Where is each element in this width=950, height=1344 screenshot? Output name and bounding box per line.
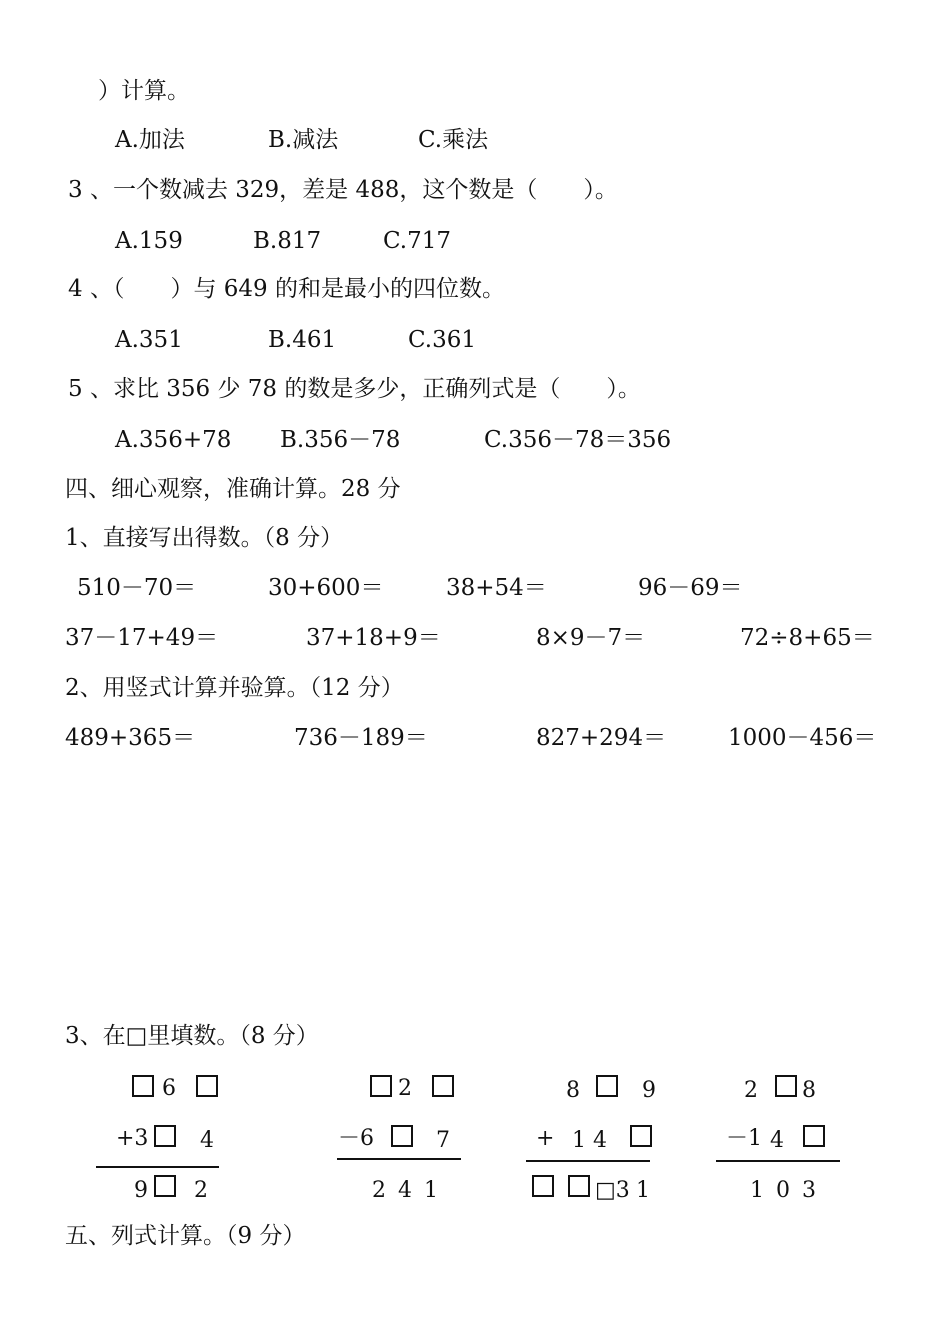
calc-item: 72÷8+65＝ xyxy=(740,625,875,651)
blank-box[interactable] xyxy=(370,1075,392,1097)
q4-option-c: C.361 xyxy=(408,327,476,353)
calc-item: 30+600＝ xyxy=(268,575,384,601)
q5-option-a: A.356+78 xyxy=(115,427,232,453)
q2-stem-tail: ）计算。 xyxy=(98,78,190,104)
blank-box[interactable] xyxy=(532,1175,554,1197)
blank-box[interactable] xyxy=(596,1075,618,1097)
blank-box[interactable] xyxy=(432,1075,454,1097)
vertical-calc-item: 827+294＝ xyxy=(536,725,667,751)
q5-option-c: C.356－78＝356 xyxy=(484,427,672,453)
digit: 9 xyxy=(134,1178,148,1203)
section5-title: 五、列式计算。（9 分） xyxy=(65,1223,306,1249)
digit: 7 xyxy=(436,1128,450,1153)
digit: 8 xyxy=(802,1078,816,1103)
digit: －6 xyxy=(338,1126,374,1151)
part2-title: 2、用竖式计算并验算。（12 分） xyxy=(65,675,404,701)
calc-item: 38+54＝ xyxy=(446,575,547,601)
section4-title: 四、细心观察，准确计算。28 分 xyxy=(65,476,401,502)
digit: 0 xyxy=(776,1178,790,1203)
calc-item: 37+18+9＝ xyxy=(306,625,441,651)
q5-stem: 5 、求比 356 少 78 的数是多少，正确列式是（ ）。 xyxy=(68,376,641,402)
q4-option-a: A.351 xyxy=(115,327,183,353)
difference-line xyxy=(716,1160,840,1162)
calc-item: 37－17+49＝ xyxy=(65,625,219,651)
sum-line xyxy=(526,1160,650,1162)
digit: 2 xyxy=(194,1178,208,1203)
blank-box[interactable] xyxy=(154,1125,176,1147)
digit: 9 xyxy=(642,1078,656,1103)
digit: 2 xyxy=(372,1178,386,1203)
blank-box[interactable] xyxy=(154,1175,176,1197)
part1-title: 1、直接写出得数。（8 分） xyxy=(65,525,344,551)
calc-item: 510－70＝ xyxy=(77,575,197,601)
part3-title: 3、在□里填数。（8 分） xyxy=(65,1023,319,1049)
vertical-calc-item: 489+365＝ xyxy=(65,725,196,751)
digit: 4 xyxy=(770,1128,784,1153)
digit: +3 xyxy=(116,1126,149,1151)
q2-option-a: A.加法 xyxy=(115,127,185,153)
q3-option-a: A.159 xyxy=(115,228,183,254)
digit: 6 xyxy=(162,1076,176,1101)
blank-box[interactable] xyxy=(391,1125,413,1147)
digit: 1 4 xyxy=(572,1128,607,1153)
blank-box[interactable] xyxy=(196,1075,218,1097)
calc-item: 96－69＝ xyxy=(638,575,743,601)
blank-box[interactable] xyxy=(630,1125,652,1147)
q3-stem: 3 、一个数减去 329，差是 488，这个数是（ ）。 xyxy=(68,177,618,203)
calc-item: 8×9－7＝ xyxy=(536,625,646,651)
digit: 2 xyxy=(744,1078,758,1103)
blank-box[interactable] xyxy=(775,1075,797,1097)
digit: 1 xyxy=(750,1178,764,1203)
digit: 2 xyxy=(398,1076,412,1101)
digit: －1 xyxy=(726,1126,762,1151)
digit: 1 xyxy=(636,1178,650,1203)
digit: 4 xyxy=(200,1128,214,1153)
q2-option-b: B.减法 xyxy=(268,127,339,153)
blank-box[interactable] xyxy=(568,1175,590,1197)
digit: 3 xyxy=(802,1178,816,1203)
blank-box[interactable] xyxy=(132,1075,154,1097)
digit: + xyxy=(536,1126,555,1151)
vertical-calc-item: 736－189＝ xyxy=(294,725,428,751)
digit: 1 xyxy=(424,1178,438,1203)
sum-line xyxy=(96,1166,219,1168)
digit: 4 xyxy=(398,1178,412,1203)
digit: 8 xyxy=(566,1078,580,1103)
q4-stem: 4 、（ ）与 649 的和是最小的四位数。 xyxy=(68,276,505,302)
q5-option-b: B.356－78 xyxy=(280,427,401,453)
q3-option-c: C.717 xyxy=(383,228,451,254)
q2-option-c: C.乘法 xyxy=(418,127,489,153)
digit: □3 xyxy=(595,1178,630,1203)
vertical-calc-item: 1000－456＝ xyxy=(728,725,877,751)
difference-line xyxy=(337,1158,461,1160)
q3-option-b: B.817 xyxy=(253,228,322,254)
q4-option-b: B.461 xyxy=(268,327,337,353)
blank-box[interactable] xyxy=(803,1125,825,1147)
